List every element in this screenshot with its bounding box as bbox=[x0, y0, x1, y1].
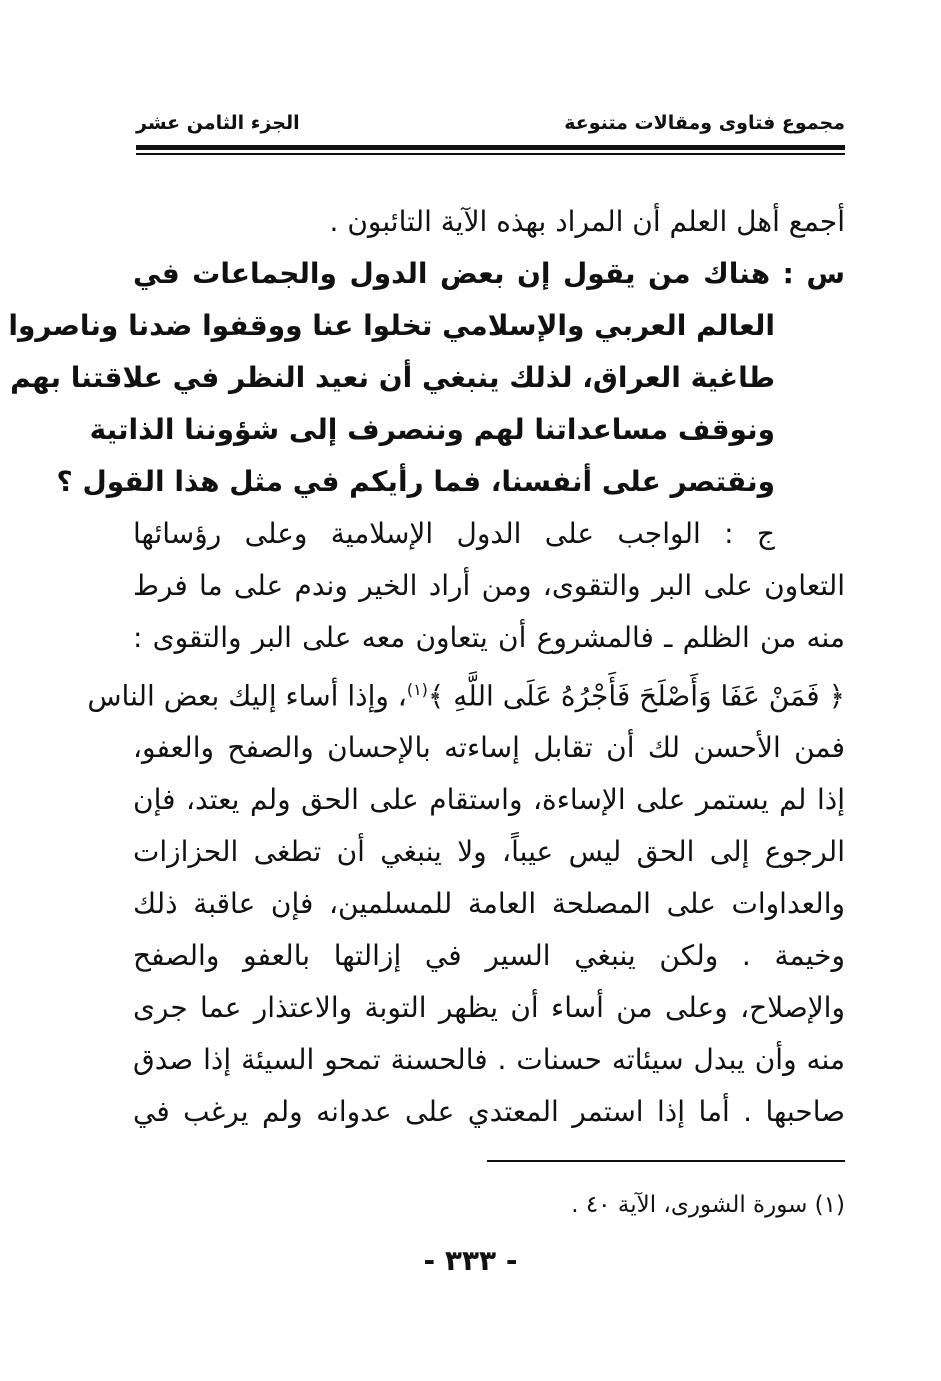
answer-line: منه من الظلم ـ فالمشروع أن يتعاون معه على البر والتقوى : bbox=[133, 621, 845, 654]
question-line: ونوقف مساعداتنا لهم وننصرف إلى شؤوننا الذاتية bbox=[89, 413, 775, 446]
question-line: ونقتصر على أنفسنا، فما رأيكم في مثل هذا القول ؟ bbox=[56, 465, 775, 498]
header-rule-thin bbox=[136, 153, 845, 155]
answer-line: والعداوات على المصلحة العامة للمسلمين، فإن عاقبة ذلك bbox=[133, 887, 845, 921]
answer-line: فمن الأحسن لك أن تقابل إساءته بالإحسان والصفح والعفو، bbox=[133, 731, 845, 765]
answer-line: والإصلاح، وعلى من أساء أن يظهر التوبة والاعتذار عما جرى bbox=[133, 991, 845, 1025]
intro-line: أجمع أهل العلم أن المراد بهذه الآية التائبون . bbox=[329, 205, 845, 238]
question-line: طاغية العراق، لذلك ينبغي أن نعيد النظر في علاقتنا بهم bbox=[10, 361, 775, 394]
question-line: س : هناك من يقول إن بعض الدول والجماعات في bbox=[133, 257, 845, 290]
book-title: مجموع فتاوى ومقالات متنوعة bbox=[564, 112, 845, 134]
answer-line: إذا لم يستمر على الإساءة، واستقام على الحق ولم يعتد، فإن bbox=[133, 783, 845, 817]
footnote-separator bbox=[487, 1160, 845, 1162]
quran-verse: ﴿ فَمَنْ عَفَا وَأَصْلَحَ فَأَجْرُهُ عَلَى اللَّهِ ﴾ bbox=[427, 679, 845, 713]
running-header bbox=[136, 112, 845, 142]
intro-paragraph bbox=[133, 196, 845, 248]
answer-line: منه وأن يبدل سيئاته حسنات . فالحسنة تمحو السيئة إذا صدق bbox=[133, 1043, 845, 1077]
volume-label: الجزء الثامن عشر bbox=[136, 112, 300, 134]
answer-line-verse bbox=[87, 664, 845, 722]
answer-line: الرجوع إلى الحق ليس عيباً، ولا ينبغي أن تطغى الحزازات bbox=[133, 835, 845, 869]
header-rule-thick bbox=[136, 145, 845, 150]
answer-line: ج : الواجب على الدول الإسلامية وعلى رؤسائها bbox=[133, 517, 775, 550]
answer-line: وخيمة . ولكن ينبغي السير في إزالتها بالعفو والصفح bbox=[133, 939, 845, 973]
answer-line: التعاون على البر والتقوى، ومن أراد الخير وندم على ما فرط bbox=[133, 569, 845, 602]
answer-paragraph bbox=[87, 508, 845, 1138]
question-paragraph bbox=[8, 248, 845, 508]
main-text bbox=[8, 196, 845, 1138]
footnote: (١) سورة الشورى، الآية ٤٠ . bbox=[571, 1192, 845, 1218]
footnote-marker[interactable]: (١) bbox=[406, 680, 428, 699]
answer-line-continuation: ، وإذا أساء إليك بعض الناس bbox=[87, 679, 407, 713]
answer-line: صاحبها . أما إذا استمر المعتدي على عدوانه ولم يرغب في bbox=[133, 1095, 845, 1129]
question-line: العالم العربي والإسلامي تخلوا عنا ووقفوا ضدنا وناصروا bbox=[8, 309, 775, 342]
page-number: - ٣٣٣ - bbox=[423, 1244, 518, 1277]
